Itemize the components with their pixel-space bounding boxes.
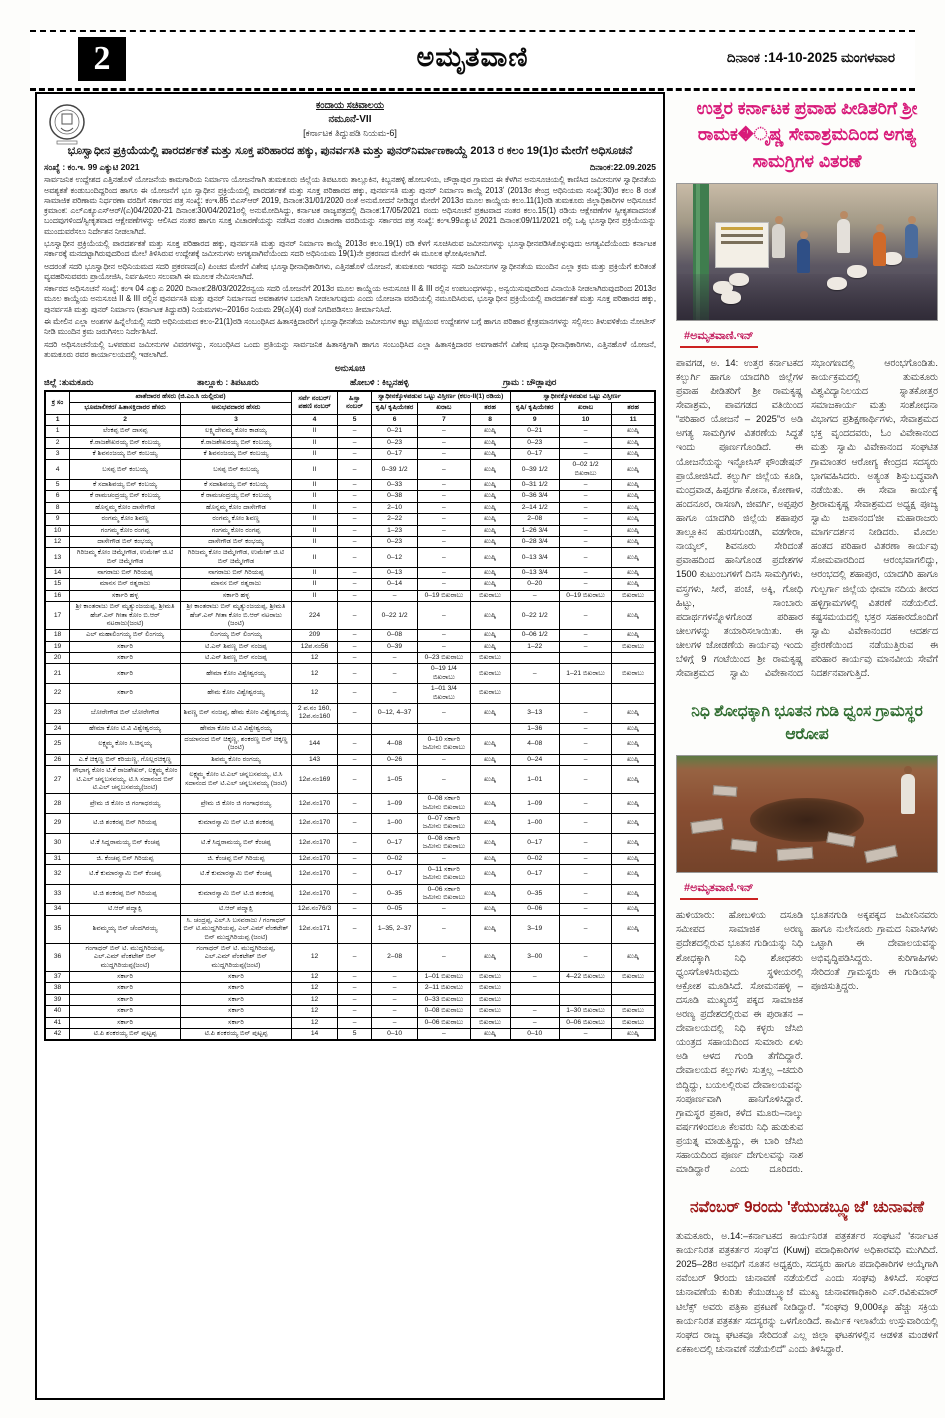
article1-headline: ಉತ್ತರ ಕರ್ನಾಟಕ ಪ್ರವಾಹ ಪೀಡಿತರಿಗೆ ಶ್ರೀ ರಾಮಕ�ೃಷ್ಣ ಸೇವಾಶ್ರಮದಿಂದ ಅಗತ್ಯ ಸಾಮಗ್ರಿಗಳ ವಿತರಣೆ bbox=[696, 98, 918, 171]
table-row: 33 ಟಿ.ಜಿ ಶಂಕರಪ್ಪ ಬಿನ್ ಗಿರಿಯಪ್ಪ ಕುಮಾರಸ್ವಾಮಿ ಬಿನ್ ಟಿ.ಜಿ ಶಂಕರಪ್ಪ 12ಪ.ನಂ170 – 0–35 0–06 ಸರ್ಕಾರಿ ಜಮೀನು ಬಿಖರಾಬು ಖುಷ್ಕಿ 0–35 – ಖುಷ್ಕಿ bbox=[45, 884, 655, 904]
table-row: 36 ಗಂಗಾಧರ್ ಬಿನ್ ಟಿ. ಮುದ್ದಗಿರಿಯಪ್ಪ, ಎಲ್.ಎಮ್ ವೆಂಕಟೇಶ್ ಬಿನ್ ಮುದ್ದಗಿರಿಯಪ್ಪ(ಜಂಟಿ) ಗಂಗಾಧರ್ ಬಿನ್ ಟಿ. ಮುದ್ದಗಿರಿಯಪ್ಪ, ಎಲ್.ಎಮ್ ವೆಂಕಟೇಶ್ ಬಿನ್ ಮುದ್ದಗಿರಿಯಪ್ಪ(ಜಂಟಿ) 12 – 2–08 – ಖುಷ್ಕಿ 3–00 – ಖುಷ್ಕಿ bbox=[45, 943, 655, 971]
col-survey: ಸರ್ವೆ ನಂಬರ್/ ಪಹಣಿ ನಂಬರ್ bbox=[291, 391, 337, 414]
table-row: 19 ಸರ್ಕಾರಿ ಟಿ.ಎನ್ ಶಿವಣ್ಣ ಬಿನ್ ನಂಜಪ್ಪ 12ಪ.ನಂ56 – 0–39 – ಖುಷ್ಕಿ 1–22 – ಬಿಖರಾಬು bbox=[45, 641, 655, 652]
land-schedule-table bbox=[44, 390, 656, 1041]
article1-photo-caption: #ಅಮೃತವಾಣಿ.ಇನ್ bbox=[680, 330, 758, 348]
table-row: 35 ಶಿವಮ್ಮಯ್ಯ ಬಿನ್ ಚೆಂದಗಿರಯ್ಯ ಸಿ. ಚಂದ್ರಪ್ಪ, ಎಲ್.ಸಿ ಬಸವರಾಜು / ಗಂಗಾಧರ್ ಬಿನ್ ಟಿ.ಮುದ್ದಗಿರಿಯಪ್ಪ, ಎಲ್.ಎಮ್ ವೆಂಕಟೇಶ್ ಬಿನ್ ಮುದ್ದಗಿರಿಯಪ್ಪ (ಜಂಟಿ) 12ಪ.ನಂ171 – 1–35, 2–37 – ಖುಷ್ಕಿ 3–19 – ಖುಷ್ಕಿ bbox=[45, 915, 655, 943]
col-extent-group2: ಸ್ವಾಧೀನಕ್ಕೊಳಪಡುವ ಒಟ್ಟು ವಿಸ್ತೀರ್ಣ bbox=[510, 391, 655, 403]
notification-number: ಸಂಖ್ಯೆ : ಕಂ.ಇ. 99 ಎಕ್ಯುಟಿ 2021 bbox=[44, 162, 140, 173]
table-row: 20 ಸರ್ಕಾರಿ ಟಿ.ಎನ್ ಶಿವಣ್ಣ ಬಿನ್ ನಂಜಪ್ಪ 12 – – 0–23 ಬಿಖರಾಬು ಬಿಖರಾಬು bbox=[45, 653, 655, 664]
table-row: 28 ಪ್ರೇಮ ಜಿ ಕೋಂ ಜಿ ಗಂಗಾಧರಯ್ಯ ಪ್ರೇಮ ಜಿ ಕೋಂ ಜಿ ಗಂಗಾಧರಯ್ಯ 12ಪ.ನಂ170 – 1–09 0–08 ಸರ್ಕಾರಿ ಜಮೀನು ಬಿಖರಾಬು ಖುಷ್ಕಿ 1–09 – ಖುಷ್ಕಿ bbox=[45, 794, 655, 814]
relief-distribution-photo bbox=[676, 183, 938, 321]
hobli-label: ಹೋಬಳಿ : ಕಿಬ್ಬನಹಳ್ಳಿ bbox=[350, 377, 409, 388]
table-row: 23 ಬೋರೇಗೌಡ ಬಿನ್ ಬೋರೇಗೌಡ ಶಿವಣ್ಣ ಬಿನ್ ನಂಜಪ್ಪ, ಹೇಮ ಕೋಂ ವಿಶ್ವೇಶ್ವರಯ್ಯ 2 ಪ.ನಂ 160, 12ಪ.ನಂ160 – 0–12, 4–37 – ಖುಷ್ಕಿ 3–13 – ಖುಷ್ಕಿ bbox=[45, 703, 655, 723]
karnataka-emblem-icon bbox=[47, 102, 87, 148]
col-kharab-2: ಖರಾಬ bbox=[559, 403, 611, 414]
table-row: 15 ಮಾನಸ ಬಿನ್ ರತ್ನರಾಜು ಮಾನಸ ಬಿನ್ ರತ್ನರಾಜು II – 0–14 – ಖುಷ್ಕಿ 0–20 – ಖುಷ್ಕಿ bbox=[45, 579, 655, 590]
table-row: 10 ಗಂಗಮ್ಮ ಕೋಂ ರಂಗಪ್ಪ ಗಂಗಮ್ಮ ಕೋಂ ರಂಗಪ್ಪ II – 1–23 – ಖುಷ್ಕಿ 1–26 3/4 – ಖುಷ್ಕಿ bbox=[45, 525, 655, 536]
table-row: 34 ಟಿ.ಆರ್ ಪದ್ಮಾಕ್ಷಿ ಟಿ.ಆರ್ ಪದ್ಮಾಕ್ಷಿ 12ಪ.ನಂ76/3 – 0–05 – ಖುಷ್ಕಿ 0–06 – ಖುಷ್ಕಿ bbox=[45, 904, 655, 915]
article2-headline: ನಿಧಿ ಶೋಧಕ್ಕಾಗಿ ಭೂತನ ಗುಡಿ ಧ್ವಂಸ ಗ್ರಾಮಸ್ಥರ ಆರೋಪ bbox=[691, 702, 923, 743]
article2-body: ಹುಳಿಯಾರು: ಹೋಬಳಿಯ ದಸೂಡಿ ಸಮೀಪದ ಸಾಮಾಜಿಕ ಅರಣ್ಯ ಪ್ರದೇಶದಲ್ಲಿರುವ ಭೂತನ ಗುಡಿಯನ್ನು ನಿಧಿ ಶೋಧಕ್ಕಾಗಿ ನಿಧಿ ಶೋಧಕರು ಧ್ವಂಸಗೊಳಿಸಿರುವುದು ಸ್ಥಳೀಯರಲ್ಲಿ ಆಕ್ರೋಶ ಮೂಡಿಸಿದೆ. ಸೋಮನಹಳ್ಳಿ – ದಸೂಡಿ ಮುಖ್ಯರಸ್ತೆ ಪಕ್ಕದ ಸಾಮಾಜಿಕ ಅರಣ್ಯ ಪ್ರದೇಶದಲ್ಲಿರುವ ಈ ಪುರಾತನ – ದೇವಾಲಯದಲ್ಲಿ ನಿಧಿ ಕಳ್ಳರು ಜೆಸಿಬಿ ಯಂತ್ರದ ಸಹಾಯದಿಂದ ಸುಮಾರು ಏಳು ಅಡಿ ಆಳದ ಗುಂಡಿ ತೆಗೆದಿದ್ದಾರೆ. ದೇವಾಲಯದ ಕಲ್ಲುಗಳು ಸುತ್ತಲ್ಲ –ಚದುರಿ ಬಿದ್ದಿದ್ದು, ಬಯಲಲ್ಲಿರುವ ದೇವಾಲಯವನ್ನು ಸಂಪೂರ್ಣವಾಗಿ ಹಾನಿಗೊಳಿಸಿದ್ದಾರೆ. ಗ್ರಾಮಸ್ಥರ ಪ್ರಕಾರ, ಕಳೆದ ಮೂರು–ನಾಲ್ಕು ವರ್ಷಗಳಿಂದಲೂ ಕೆಲವರು ನಿಧಿ ಹುಡುಕುವ ಪ್ರಯತ್ನ ಮಾಡುತ್ತಿದ್ದು, ಈ ಬಾರಿ ಜೆಸಿಬಿ ಸಹಾಯದಿಂದ ಪೂರ್ಣ ದೇಗುಲವನ್ನು ನಾಶ ಮಾಡಿದ್ದಾರೆ ಎಂದು ದೂರಿದರು. ಭೂತನಗುಡಿ ಅಕ್ಕಪಕ್ಕದ ಜಮೀನಿನವರು ಹಾಗೂ ನುಲೇನೂರು ಗ್ರಾಮದ ನಿವಾಸಿಗಳು ಒಟ್ಟಾಗಿ ಈ ದೇವಾಲಯವನ್ನು ಅಭಿವೃದ್ಧಿಪಡಿಸಿದ್ದರು. ಕುರಿಗಾಹಿಗಳು ಸೇರಿದಂತೆ ಗ್ರಾಮಸ್ಥರು ಈ ಗುಡಿಯನ್ನು ಪೂಜಿಸುತ್ತಿದ್ದರು. bbox=[676, 909, 938, 1175]
col-agri-2: ಕೃಷಿ/ ಕೃಷಿಯೇತರ bbox=[510, 403, 559, 414]
col-type-2: ತರಹ bbox=[612, 403, 655, 414]
col-number: 7 bbox=[418, 414, 470, 425]
article2-photo-caption-row bbox=[676, 878, 938, 900]
notification-paragraph: ಸರ್ಕಾರದ ಅಧಿಸೂಚನೆ ಸಂಖ್ಯೆ: ಕಂಇ 04 ಎಕ್ಯುಎ 2020 ದಿನಾಂಕ:28/03/2022ರನ್ವಯ ಸದರಿ ಯೋಜನೆಗೆ 2013ರ ಮೂಲ ಕಾಯ್ದೆಯ ಅನುಸೂಚಿ II & III ರಲ್ಲಿನ ಉಪಬಂಧಗಳನ್ನು, ಅನ್ವಯಿಸುವುದರಿಂದ ವಿನಾಯಿತಿ ನೀಡಲಾಗಿರುವುದರಿಂದ 2013ರ ಮೂಲ ಕಾಯ್ದೆಯ ಅನುಸೂಚಿ II & III ರಲ್ಲಿನ ಪುನರ್ವಸತಿ ಮತ್ತು ಪುನರ್ ನಿರ್ಮಾಣದ ಅವಕಾಶಗಳ ಬದಲಾಗಿ ನೀಡಲಾಗುವುದು ಎಂದು ಯೋಜನಾ ವರದಿಯಲ್ಲಿ ನಮೂದಿಸಿರುವ, ಭೂಸ್ವಾಧೀನ ಪ್ರಕ್ರಿಯೆಯಲ್ಲಿ ಪಾರದರ್ಶಕತೆ ಮತ್ತು ಸೂಕ್ತ ಪರಿಹಾರದ ಹಕ್ಕು, ಪುನರ್ವಸತಿ ಮತ್ತು ಪುನರ್ ನಿರ್ಮಾಣ (ಕರ್ನಾಟಕ ತಿದ್ದುಪಡಿ) ನಿಯಮಗಳು–2016ರ ನಿಯಮ 29(ಎ)(4) ರಂತೆ ನಿಗದಿಪಡಿಸಲು ತೀರ್ಮಾನಿಸಿದೆ. bbox=[44, 284, 656, 314]
table-row: 40 ಸರ್ಕಾರಿ ಸರ್ಕಾರಿ 12 – – 0–08 ಬಿಖರಾಬು ಬಿಖರಾಬು – 1–30 ಬಿಖರಾಬು ಬಿಖರಾಬು bbox=[45, 1006, 655, 1017]
table-row: 4 ಬಸಪ್ಪ ಬಿನ್ ಕಂಬಯ್ಯ ಬಸಪ್ಪ ಬಿನ್ ಕಂಬಯ್ಯ II – 0–39 1/2 – ಖುಷ್ಕಿ 0–39 1/2 0–02 1/2 ಬಿಖರಾಬು ಖುಷ್ಕಿ bbox=[45, 460, 655, 480]
photo-banner bbox=[715, 222, 769, 268]
col-number: 8 bbox=[470, 414, 510, 425]
rule-reference: [ಕರ್ನಾಟಕ ತಿದ್ದುಪಡಿ ನಿಯಮ-6] bbox=[303, 128, 397, 138]
table-row: 6 ಕೆ ರಾಮಚಂದ್ರಯ್ಯ ಬಿನ್ ಕಂಬಯ್ಯ ಕೆ ರಾಮಚಂದ್ರಯ್ಯ ಬಿನ್ ಕಂಬಯ್ಯ II – 0–38 – ಖುಷ್ಕಿ 0–36 3/4 – ಖುಷ್ಕಿ bbox=[45, 491, 655, 502]
table-row: 27 ಸೌಭಾಗ್ಯ ಕೋಂ ಟಿ.ಕೆ ರಾಜಶೇಖರ್, ಲಕ್ಷ್ಮಮ್ಮ ಕೋಂ ಟಿ.ಎಲ್ ಚನ್ನಬಸವಯ್ಯ, ಟಿ.ಸಿ ಸದಾನಂದ ಬಿನ್ ಟಿ.ಎಲ್ ಚನ್ನಬಸವಯ್ಯ(ಜಂಟಿ) ಲಕ್ಷ್ಮಮ್ಮ ಕೋಂ ಟಿ.ಎಲ್ ಚನ್ನಬಸವಯ್ಯ, ಟಿ.ಸಿ ಸದಾನಂದ ಬಿನ್ ಟಿ.ಎಲ್ ಚನ್ನಬಸವಯ್ಯ (ಜಂಟಿ) 12ಪ.ನಂ169 – 1–05 – ಖುಷ್ಕಿ 1–01 – ಖುಷ್ಕಿ bbox=[45, 766, 655, 794]
table-row: 2 ಕೆ.ರಾಜಶೇಖರಯ್ಯ ಬಿನ್ ಕಂಬಯ್ಯ ಕೆ.ರಾಜಶೇಖರಯ್ಯ ಬಿನ್ ಕಂಬಯ್ಯ II – 0–23 – ಖುಷ್ಕಿ 0–23 – ಖುಷ್ಕಿ bbox=[45, 437, 655, 448]
schedule-table-body bbox=[45, 426, 655, 1041]
table-row: 14 ನಾಗರಾಜು ಬಿನ್ ಗಿರಿಯಪ್ಪ ನಾಗರಾಜು ಬಿನ್ ಗಿರಿಯಪ್ಪ II – 0–13 – ಖುಷ್ಕಿ 0–13 3/4 – ಖುಷ್ಕಿ bbox=[45, 568, 655, 579]
table-row: 12 ದಾಸೇಗೌಡ ಬಿನ್ ಕಂಭಯ್ಯ ದಾಸೇಗೌಡ ಬಿನ್ ಕಂಭಯ್ಯ II – 0–23 – ಖುಷ್ಕಿ 0–28 3/4 – ಖುಷ್ಕಿ bbox=[45, 536, 655, 547]
col-number: 5 bbox=[338, 414, 372, 425]
table-row: 25 ಲಕ್ಷ್ಮಮ್ಮ ಕೋಂ ಸಿ.ಚಿನ್ನಯ್ಯ ದಯಾನಂದ ಬಿನ್ ಚಿಕ್ಕಣ್ಣ, ಶಂಕರಣ್ಣ ಬಿನ್ ಚಿಕ್ಕಣ್ಣ (ಜಂಟಿ) 144 – 4–08 0–10 ಸರ್ಕಾರಿ ಜಮೀನು ಬಿಖರಾಬು ಖುಷ್ಕಿ 4–08 – ಖುಷ್ಕಿ bbox=[45, 735, 655, 755]
schedule-heading: ಅನುಸೂಚಿ bbox=[334, 363, 366, 374]
col-number-row bbox=[45, 414, 655, 425]
table-row: 24 ಹೇಮಾ ಕೋಂ ಟಿ.ವಿ ವಿಶ್ವೇಶ್ವರಯ್ಯ ಹೇಮಾ ಕೋಂ ಟಿ.ವಿ ವಿಶ್ವೇಶ್ವರಯ್ಯ 1–36 – ಖುಷ್ಕಿ bbox=[45, 723, 655, 734]
masthead-bar bbox=[30, 30, 915, 91]
table-row: 16 ಸರ್ಕಾರಿ ಹಳ್ಳ ಸರ್ಕಾರಿ ಹಳ್ಳ II – – 0–19 ಬಿಖರಾಬು ಬಿಖರಾಬು – 0–19 ಬಿಖರಾಬು ಬಿಖರಾಬು bbox=[45, 590, 655, 601]
notification-paragraph: ಭೂಸ್ವಾಧೀನ ಪ್ರಕ್ರಿಯೆಯಲ್ಲಿ ಪಾರದರ್ಶಕತೆ ಮತ್ತು ಸೂಕ್ತ ಪರಿಹಾರದ ಹಕ್ಕು, ಪುನರ್ವಸತಿ ಮತ್ತು ಪುನರ್ ನಿರ್ಮಾಣ ಕಾಯ್ದೆ 2013ರ ಕಲಂ.19(1) ರಡಿ ಕೆಳಗೆ ಸೂಚಿಸಿರುವ ಜಮೀನುಗಳನ್ನು ಭೂಸ್ವಾಧೀನಪಡಿಸಿಕೊಳ್ಳುವುದು ಅಗತ್ಯವಿದೆಯೆಂದು ಕರ್ನಾಟಕ ಸರ್ಕಾರಕ್ಕೆ ಮನದಟ್ಟಾಗಿರುವುದರಿಂದ ಮೇಲೆ ತಿಳಿಸಿರುವ ಉದ್ದೇಶಕ್ಕೆ ಜಮೀನುಗಳು ಅಗತ್ಯವಾಗಿವೆಯೆಂದು ಸದರಿ ಅಧಿನಿಯಮ 19(1)ನೇ ಪ್ರಕರಣದ ಮೇರೆಗೆ ಈ ಮೂಲಕ ಘೋಷಿಸಲಾಗಿದೆ. bbox=[44, 238, 656, 259]
notification-title: ಭೂಸ್ವಾಧೀನ ಪ್ರಕ್ರಿಯೆಯಲ್ಲಿ ಪಾರದರ್ಶಕತೆ ಮತ್ತು ಸೂಕ್ತ ಪರಿಹಾರದ ಹಕ್ಕು, ಪುನರ್ವಸತಿ ಮತ್ತು ಪುನರ್‌ನಿರ್ಮಾಣಕಾಯ್ದೆ 2013 ರ ಕಲಂ 19(1)ರ ಮೇರೆಗೆ ಅಧಿಸೂಚನೆ bbox=[67, 145, 633, 157]
notification-box bbox=[35, 92, 665, 1400]
col-number: 6 bbox=[372, 414, 418, 425]
right-news-column bbox=[676, 95, 938, 1356]
table-row: 1 ಲೆಂಕಪ್ಪ ಬಿನ್ ದಾಸಪ್ಪ ಲಕ್ಷ್ಮಿದೇವಮ್ಮ ಕೋಂ ಕಾಡಯ್ಯ II – 0–21 – ಖುಷ್ಕಿ 0–21 – ಖುಷ್ಕಿ bbox=[45, 426, 655, 437]
table-header-row bbox=[45, 391, 655, 403]
page-number: 2 bbox=[78, 37, 126, 81]
date-line: ದಿನಾಂಕ :14-10-2025 ಮಂಗಳವಾರ bbox=[726, 50, 895, 65]
col-number: 9 bbox=[510, 414, 559, 425]
table-row: 17 ಶ್ರೀ ಕಾಂತರಾಜು ಬಿನ್ ಮೃತ್ಯುಂಜಯಪ್ಪ, ಶ್ರೀಮತಿ ಹೆಚ್.ಎನ್ ಗೀತಾ ಕೋಂ ಬಿ.ಆರ್ ನಟರಾಜು(ಜಂಟಿ) ಶ್ರೀ ಕಾಂತರಾಜು ಬಿನ್ ಮೃತ್ಯುಂಜಯಪ್ಪ, ಶ್ರೀಮತಿ ಹೆಚ್.ಎನ್ ಗೀತಾ ಕೋಂ ಬಿ.ಆರ್ ನಟರಾಜು (ಜಂಟಿ) 224 – 0–22 1/2 – ಖುಷ್ಕಿ 0–22 1/2 – ಖುಷ್ಕಿ bbox=[45, 602, 655, 630]
col-number: 2 bbox=[70, 414, 181, 425]
table-row: 26 ಎ.ಕೆ ಚಿಕ್ಕಣ್ಣ ಬಿನ್ ಕರಿಯಣ್ಣ, ಗೊಲ್ಲರಚಿಕ್ಕಣ್ಣ ಶಿವಮ್ಮ ಕೋಂ ರಂಗಯ್ಯ 143 – 0–26 – ಖುಷ್ಕಿ 0–24 – ಖುಷ್ಕಿ bbox=[45, 754, 655, 765]
col-hissa: ಹಿಸ್ಸಾ ನಂಬರ್ bbox=[338, 391, 372, 414]
table-row: 8 ಹೊನ್ನಮ್ಮ ಕೋಂ ದಾಸೇಗೌಡ ಹೊನ್ನಮ್ಮ ಕೋಂ ದಾಸೇಗೌಡ II – 2–10 – ಖುಷ್ಕಿ 2–14 1/2 – ಖುಷ್ಕಿ bbox=[45, 502, 655, 513]
col-number: 11 bbox=[612, 414, 655, 425]
photo-floor-tarp bbox=[677, 274, 937, 320]
district-label: ಜಿಲ್ಲೆ :ತುಮಕೂರು bbox=[44, 377, 94, 388]
col-sl: ಕ್ರ ಸಂ bbox=[45, 391, 70, 414]
table-row: 29 ಟಿ.ಜಿ ಶಂಕರಪ್ಪ ಬಿನ್ ಗಿರಿಯಪ್ಪ ಕುಮಾರಸ್ವಾಮಿ ಬಿನ್ ಟಿ.ಜಿ ಶಂಕರಪ್ಪ 12ಪ.ನಂ170 – 1–00 0–07 ಸರ್ಕಾರಿ ಜಮೀನು ಬಿಖರಾಬು ಖುಷ್ಕಿ 1–00 – ಖುಷ್ಕಿ bbox=[45, 814, 655, 834]
table-row: 9 ರಂಗಮ್ಮ ಕೋಂ ಶಿವಣ್ಣ ರಂಗಮ್ಮ ಕೋಂ ಶಿವಣ್ಣ II – 2–22 – ಖುಷ್ಕಿ 2–08 – ಖುಷ್ಕಿ bbox=[45, 514, 655, 525]
newspaper-title: ಅಮೃತವಾಣಿ bbox=[416, 42, 529, 72]
col-type-1: ತರಹ bbox=[470, 403, 510, 414]
photo-person bbox=[901, 774, 915, 814]
taluk-label: ತಾಲ್ಲೂಕು : ತಿಪಟೂರು bbox=[197, 377, 259, 388]
table-row: 5 ಕೆ ಸದಾಶಿವಯ್ಯ ಬಿನ್ ಕಂಬಯ್ಯ ಕೆ ಸದಾಶಿವಯ್ಯ ಬಿನ್ ಕಂಬಯ್ಯ II – 0–33 – ಖುಷ್ಕಿ 0–31 1/2 – ಖುಷ್ಕಿ bbox=[45, 480, 655, 491]
village-label: ಗ್ರಾಮ : ಚೌಡ್ಲಾಪುರ bbox=[503, 377, 557, 388]
table-row: 41 ಸರ್ಕಾರಿ ಸರ್ಕಾರಿ 12 – – 0–06 ಬಿಖರಾಬು ಬಿಖರಾಬು – 0–06 ಬಿಖರಾಬು ಬಿಖರಾಬು bbox=[45, 1017, 655, 1028]
ministry-heading: ಕಂದಾಯ ಸಚಿವಾಲಯ bbox=[316, 100, 384, 111]
col-kharab-1: ಖರಾಬ bbox=[418, 403, 470, 414]
notification-paragraph: ಸದರಿ ಅಧಿಸೂಚನೆಯಲ್ಲಿ ಒಳಪಡುವ ಜಮೀನುಗಳ ವಿವರಗಳನ್ನು, ಸಂಬಂಧಿಸಿದ ಒಂದು ಪ್ರತಿಯನ್ನು ಸಾರ್ವಜನಿಕ ಹಿತಾಸಕ್ತಿಗಾಗಿ ಹಾಗೂ ಸಂಬಂಧಿಸಿದ ಎಲ್ಲಾ ಹಿತಾಸಕ್ತಿದಾರರ ಅವಗಾಹನೆಗೆ ವಿಶೇಷ ಭೂಸ್ವಾಧೀನಾಧಿಕಾರಿಗಳು, ಎತ್ತಿನಹೊಳೆ ಯೋಜನೆ, ತುಮಕೂರು ರವರ ಕಾರ್ಯಾಲಯದಲ್ಲಿ ಇಡಲಾಗಿದೆ. bbox=[44, 339, 656, 359]
col-agri-1: ಕೃಷಿ/ ಕೃಷಿಯೇತರ bbox=[372, 403, 418, 414]
col-number: 4 bbox=[291, 414, 337, 425]
table-row: 31 ಜಿ. ಕೆಂಚಪ್ಪ ಬಿನ್ ಗಿರಿಯಪ್ಪ ಜಿ. ಕೆಂಚಪ್ಪ ಬಿನ್ ಗಿರಿಯಪ್ಪ 12ಪ.ನಂ170 – 0–02 – ಖುಷ್ಕಿ 0–02 – ಖುಷ್ಕಿ bbox=[45, 853, 655, 864]
article2-photo-caption: #ಅಮೃತವಾಣಿ.ಇನ್ bbox=[680, 882, 758, 900]
table-row: 18 ಎಲ್ ಮಹಾಲಿಂಗಯ್ಯ ಬಿನ್ ಲಿಂಗಯ್ಯ ಲಿಂಗಯ್ಯ ಬಿನ್ ಲಿಂಗಯ್ಯ 209 – 0–08 – ಖುಷ್ಕಿ 0–06 1/2 – ಖುಷ್ಕಿ bbox=[45, 630, 655, 641]
table-row: 39 ಸರ್ಕಾರಿ ಸರ್ಕಾರಿ 12 – – 0–33 ಬಿಖರಾಬು ಬಿಖರಾಬು bbox=[45, 994, 655, 1005]
table-row: 37 ಸರ್ಕಾರಿ ಸರ್ಕಾರಿ 12 – – 1–01 ಬಿಖರಾಬು ಬಿಖರಾಬು – 4–22 ಬಿಖರಾಬು ಬಿಖರಾಬು bbox=[45, 972, 655, 983]
schedule-location-line bbox=[44, 377, 656, 388]
notification-paragraph: ಸಾರ್ವಜನಿಕ ಉದ್ದೇಶದ ಎತ್ತಿನಹೊಳೆ ಯೋಜನೆಯ ಕಾಮಗಾರಿಯ ನಿರ್ಮಾಣ ಯೋಜನೆಗಾಗಿ ತುಮಕೂರು ಜಿಲ್ಲೆಯ ತಿಪಟೂರು ತಾಲ್ಲೂಕಿನ, ಕಿಬ್ಬನಹಳ್ಳಿ ಹೋಬಳಿಯ, ಚೌಡ್ಲಾಪುರ ಗ್ರಾಮದ ಈ ಕೆಳಗಿನ ಅನುಸೂಚಿಯಲ್ಲಿ ಕಾಣಿಸಿದ ಜಮೀನುಗಳ ಸ್ವಾಧೀನತೆಯ ಅವಶ್ಯಕತೆ ಕಂಡುಬಂದಿದ್ದರಿಂದ ಹಾಗೂ ಈ ಯೋಜನೆಗೆ ಭೂ ಸ್ವಾಧೀನ ಪ್ರಕ್ರಿಯೆಯಲ್ಲಿ ಪಾರದರ್ಶಕತೆ ಮತ್ತು ಸೂಕ್ತ ಪರಿಹಾರದ ಹಕ್ಕು, ಪುನರ್ವಸತಿ ಮತ್ತು ಪುನರ್ ನಿರ್ಮಾಣ ಕಾಯ್ದೆ 2013ʼ (2013ರ ಕೇಂದ್ರ ಅಧಿನಿಯಮ ಸಂಖ್ಯೆ:30)ರ ಕಲಂ 8 ರಂತೆ ಸಾಮಾಜಿಕ ಪರಿಣಾಮ ನಿರ್ಧರಣಾ ವರದಿಗೆ ಸರ್ಕಾರದ ಪತ್ರ ಸಂಖ್ಯೆ: ಕಂಇ.85 ಬಿಎಸ್‌ಆರ್ 2019, ದಿನಾಂಕ:31/01/2020 ರಂತೆ ಅನುಮೋದನೆ ನೀಡಿದ್ದರ ಮೇರೆಗೆ 2013ರ ಮೂಲ ಕಾಯ್ದೆಯ ಕಲಂ.11(1)ರಡಿ ತುಮಕೂರು ಜಿಲ್ಲಾಧಿಕಾರಿಗಳ ಅಧಿಸೂಚನೆ ಕ್ರಮಾಂಕ: ಎಲ್‌ಎಕ್ಯೂಎಸ್‌ಆರ್/(ಎ)04/2020-21 ದಿನಾಂಕ:30/04/2021ರಲ್ಲಿ ಅನುಮೋದಿಸಿದ್ದು, ಕರ್ನಾಟಕ ರಾಜ್ಯಪತ್ರದಲ್ಲಿ ದಿನಾಂಕ:17/05/2021 ರಂದು ಅಧಿಸೂಚನೆ ಪ್ರಕಟವಾದ ನಂತರ ಕಲಂ.15(1) ರಡಿಯ ಆಕ್ಷೇಪಣೆಗಳ ಸ್ವೀಕೃತವಾದನಂತೆ ಬಂದವುಗಳಿಂದ/ಸ್ವೀಕೃತವಾದ ಆಕ್ಷೇಪಣೆಗಳನ್ನು ಆಲಿಸಿದ ನಂತರ ಹಾಗೂ ಸೂಕ್ತ ವಿಚಾರಣೆಯನ್ನು ನಡೆಸಿದ ನಂತರ ವಿಚಾರಣಾ ವರದಿಯನ್ನು ಸರ್ಕಾರದ ಪತ್ರ ಸಂಖ್ಯೆ: ಕಂಇ.99ಎಕ್ಯುಟಿ 2021 ದಿನಾಂಕ:09/11/2021 ರಲ್ಲಿ ಒಪ್ಪಿ ಭೂಸ್ವಾಧೀನ ಪ್ರಕ್ರಿಯೆಯನ್ನು ಮುಂದುವರೆಸಲು ನಿರ್ದೇಶನ ನೀಡಲಾಗಿದೆ. bbox=[44, 175, 656, 236]
demolished-temple-photo bbox=[676, 755, 938, 873]
notification-paragraph: ಈ ಮೇಲಿನ ಎಲ್ಲಾ ಅಂಶಗಳ ಹಿನ್ನೆಲೆಯಲ್ಲಿ ಸದರಿ ಅಧಿನಿಯಮದ ಕಲಂ-21(1)ರಡಿ ಸಂಬಂಧಿಸಿದ ಹಿತಾಸಕ್ತಿದಾರರಿಗೆ ಭೂಸ್ವಾಧೀನತೆಯ ಜಮೀನುಗಳ ಕಟ್ಟು ಪಟ್ಟಿಯುವ ಉದ್ದೇಶಗಳ ಬಗ್ಗೆ ಹಾಗೂ ಪರಿಹಾರ ಕ್ಷೇತ್ರಮಾನಗಳನ್ನು ಸಲ್ಲಿಸಲು ತಿಳುವಳಿಕೆಯ ನೋಟೀಸ್ ನೀಡಿ ಮುಂದಿನ ಕ್ರಮ ಜರುಗಿಸಲು ನಿರ್ದೇಶಿಸಿದೆ. bbox=[44, 316, 656, 337]
table-row: 21 ಸರ್ಕಾರಿ ಹೇಮಾ ಕೋಂ ವಿಶ್ವೇಶ್ವರಯ್ಯ 12 – – 0–19 1/4 ಬಿಖರಾಬು ಬಿಖರಾಬು – 1–21 ಬಿಖರಾಬು ಬಿಖರಾಬು bbox=[45, 664, 655, 684]
table-row: 32 ಟಿ.ಕೆ ಕುಮಾರಸ್ವಾಮಿ ಬಿನ್ ಕೆಂಚಪ್ಪ ಟಿ.ಕೆ ಕುಮಾರಸ್ವಾಮಿ ಬಿನ್ ಕೆಂಚಪ್ಪ 12ಪ.ನಂ170 – 0–17 0–11 ಸರ್ಕಾರಿ ಜಮೀನು ಬಿಖರಾಬು ಖುಷ್ಕಿ 0–17 – ಖುಷ್ಕಿ bbox=[45, 864, 655, 884]
table-row: 30 ಟಿ.ಕೆ ಸಿದ್ದರಾಮಯ್ಯ ಬಿನ್ ಕೆಂಚಪ್ಪ ಟಿ.ಕೆ ಸಿದ್ದರಾಮಯ್ಯ ಬಿನ್ ಕೆಂಚಪ್ಪ 12ಪ.ನಂ170 – 0–17 0–08 ಸರ್ಕಾರಿ ಜಮೀನು ಬಿಖರಾಬು ಖುಷ್ಕಿ 0–17 – ಖುಷ್ಕಿ bbox=[45, 833, 655, 853]
table-row: 13 ಗಿರಿಜಮ್ಮ ಕೋಂ ಚಿಮ್ಮೇಗೌಡ, ಉಮೇಶ್ ಜಿ.ಟಿ ಬಿನ್ ಚಿಮ್ಮೇಗೌಡ ಗಿರಿಜಮ್ಮ ಕೋಂ ಚಿಮ್ಮೇಗೌಡ, ಉಮೇಶ್ ಜಿ.ಟಿ ಬಿನ್ ಚಿಮ್ಮೇಗೌಡ II – 0–12 – ಖುಷ್ಕಿ 0–13 3/4 – ಖುಷ್ಕಿ bbox=[45, 548, 655, 568]
article3-headline: ನವೆಂಬರ್ 9ರಂದು 'ಕೆಯುಡಬ್ಲ್ಯೂಜೆ' ಚುನಾವಣೆ bbox=[689, 1199, 925, 1217]
notification-paragraph: ಅದರಂತೆ ಸದರಿ ಭೂಸ್ವಾಧೀನ ಅಧಿನಿಯಮದ ಸದರಿ ಪ್ರಕರಣದ(ಎ) ಪಿಂಚದ ಮೇರೆಗೆ ವಿಶೇಷ ಭೂಸ್ವಾಧೀನಾಧಿಕಾರಿಗಳು, ಎತ್ತಿನಹೊಳೆ ಯೋಜನೆ, ತುಮಕೂರು ಇವರನ್ನು ಸದರಿ ಜಮೀನುಗಳ ಸ್ವಾಧೀನತೆಯ ಮುಂದಿನ ಎಲ್ಲಾ ಕ್ರಮ ಮತ್ತು ಪ್ರಕ್ರಿಯೆಗೆ ಕುರಿತಂತೆ ವ್ಯವಹರಿಸುವವರು ಪ್ರಾಯೋಜಿಸಿ, ನಿರ್ವಹಿಸಲು ಸಲುವಾಗಿ ಈ ಮೂಲಕ ನೇಮಿಸಲಾಗಿದೆ. bbox=[44, 261, 656, 281]
notification-date: ದಿನಾಂಕ:22.09.2025 bbox=[589, 162, 656, 173]
article1-body: ಪಾವಗಡ, ಅ. 14: ಉತ್ತರ ಕರ್ನಾಟಕದ ಕಲ್ಬುರ್ಗಿ ಹಾಗೂ ಯಾದಗಿರಿ ಜಿಲ್ಲೆಗಳ ಪ್ರವಾಹ ಪೀಡಿತರಿಗೆ ಶ್ರೀ ರಾಮಕೃಷ್ಣ ಸೇವಾಶ್ರಮ, ಪಾವಗಡದ ವತಿಯಿಂದ “ಪರಿಹಾರ ಯೋಜನೆ – 2025”ರ ಅಡಿ ಅಗತ್ಯ ಸಾಮಗ್ರಿಗಳ ವಿತರಣೆಯ ಸಿದ್ಧತೆ ಇಂದು ಪೂರ್ಣಗೊಂಡಿದೆ. ಈ ಯೋಜನೆಯನ್ನು ಇನ್ಫೋಸಿಸ್ ಫೌಂಡೇಷನ್ ಪ್ರಾಯೋಜಿಸಿದೆ. ಕಲ್ಬುರ್ಗಿ ಜಿಲ್ಲೆಯ ಕೂಡಿ, ಮಂದ್ರವಾಡ, ಹಿಪ್ಪರಗಾ ಕೋನಾ, ಕೋಣಾಳ, ಹಂದನೂರ, ರಾಸಣಗಿ, ಜೀವರ್ಗಿ, ಅಪ್ಪಪುರ ಹಾಗೂ ಯಾದಗಿರಿ ಜಿಲ್ಲೆಯ ಶಹಾಪುರ ತಾಲ್ಲೂಕಿನ ಹುರಸಗುಂಡಗಿ, ವಡಗೇರಾ, ನಾಯ್ಕಲ್, ಶಿವನೂರು ಸೇರಿದಂತೆ ಪ್ರವಾಹದಿಂದ ಹಾನಿಗೊಂಡ ಪ್ರದೇಶಗಳ 1500 ಕುಟುಂಬಗಳಿಗೆ ದಿನಸಿ ಸಾಮಗ್ರಿಗಳು, ವಸ್ತ್ರಗಳು, ಸೀರೆ, ಪಂಚೆ, ಅಕ್ಕಿ, ಗೋಧಿ ಹಿಟ್ಟು, ಸಾಂಬಾರು ಪದಾರ್ಥಗಳನ್ನೊಳಗೊಂಡ ಪರಿಹಾರ ಚೀಲಗಳನ್ನು ತಯಾರಿಸಲಾಯಿತು. ಈ ಚೀಲಗಳ ಜೋಡಣೆಯ ಕಾರ್ಯವು ಇಂದು ಬೆಳಿಗ್ಗೆ 9 ಗಂಟೆಯಿಂದ ಶ್ರೀ ರಾಮಕೃಷ್ಣ ಸೇವಾಶ್ರಮದ ಸ್ವಾಮಿ ವಿವೇಕಾನಂದ ಸಭಾಂಗಣದಲ್ಲಿ ಆರಂಭಗೊಂಡಿತು. ಕಾರ್ಯಕ್ರಮದಲ್ಲಿ ತುಮಕೂರು ವಿಶ್ವವಿದ್ಯಾನಿಲಯದ ಸ್ನಾತಕೋತ್ತರ ಸಮಾಜಕಾರ್ಯ ಮತ್ತು ಸಂಶೋಧನಾ ವಿಭಾಗದ ಪ್ರಶಿಕ್ಷಣಾರ್ಥಿಗಳು, ಸೇವಾಶ್ರಮದ ಭಕ್ತ ವೃಂದದವರು, ಓಂ ವಿವೇಕಾನಂದ ಮತ್ತು ಸ್ವಾಮಿ ವಿವೇಕಾನಂದ ಸಂಘಟಿತ ಗ್ರಾಮಾಂತರ ಆರೋಗ್ಯ ಕೇಂದ್ರದ ಸದಸ್ಯರು ಭಾಗವಹಿಸಿದರು. ಅತ್ಯಂತ ಶಿಸ್ತುಬದ್ಧವಾಗಿ ನಡೆಯಿತು. ಈ ಸೇವಾ ಕಾರ್ಯಕ್ಕೆ ಶ್ರೀರಾಮಕೃಷ್ಣ ಸೇವಾಶ್ರಮದ ಅಧ್ಯಕ್ಷ ಪೂಜ್ಯ ಸ್ವಾಮಿ ಜಪಾನಂದ'ಜೀ ಮಹಾರಾಜರು ಮಾರ್ಗದರ್ಶನ ನೀಡಿದರು. ಮೊದಲ ಹಂತದ ಪರಿಹಾರ ವಿತರಣಾ ಕಾರ್ಯವು ಸೋಮವಾರದಿಂದ ಆರಂಭವಾಗಲಿದ್ದು, ಆರಂಭದಲ್ಲಿ ಶಹಾಪುರ, ಯಾದಗಿರಿ ಹಾಗೂ ಗುಲ್ಬರ್ಗಾ ಜಿಲ್ಲೆಯ ಭೀಮಾ ನದಿಯ ತೀರದ ಹಳ್ಳಿಗ್ರಾಮಗಳಲ್ಲಿ ವಿತರಣೆ ನಡೆಯಲಿದೆ. ಕಷ್ಟಸಮಯದಲ್ಲಿ ಭಕ್ತರ ಸಹಕಾರದೊಂದಿಗೆ ಸ್ವಾಮಿ ವಿವೇಕಾನಂದರ ಆದರ್ಶದ ಪ್ರೇರಣೆಯಿಂದ ನಡೆಯುತ್ತಿರುವ ಈ ಪರಿಹಾರ ಕಾರ್ಯವು ಮಾನವೀಯ ಸೇವೆಗೆ ನಿದರ್ಶನವಾಗುತ್ತಿದೆ. bbox=[676, 356, 938, 679]
table-row: 38 ಸರ್ಕಾರಿ ಸರ್ಕಾರಿ 12 – – 2–11 ಬಿಖರಾಬು ಬಿಖರಾಬು bbox=[45, 983, 655, 994]
col-extent-group1: ಸ್ವಾಧೀನಕ್ಕೊಳಪಡುವ ಒಟ್ಟು ವಿಸ್ತೀರ್ಣ (ಕಲಂ-II(1) ರಡಿಯ) bbox=[372, 391, 511, 403]
table-row: 3 ಕೆ ಶಿವನಂಜಯ್ಯ ಬಿನ್ ಕಂಬಯ್ಯ ಕೆ ಶಿವನಂಜಯ್ಯ ಬಿನ್ ಕಂಬಯ್ಯ II – 0–17 – ಖುಷ್ಕಿ 0–17 – ಖುಷ್ಕಿ bbox=[45, 448, 655, 459]
col-name-group: ಖಾತೆದಾರರ ಹೆಸರು (ಜಿ.ಎಂ.ಸಿ ಯಲ್ಲಿರುವ) bbox=[70, 391, 292, 403]
col-tenant: ಅನುಭವದಾರರ ಹೆಸರು bbox=[181, 403, 292, 414]
article1-photo-caption-row bbox=[676, 326, 938, 348]
notification-paragraphs bbox=[44, 175, 656, 360]
col-number: 3 bbox=[181, 414, 292, 425]
col-number: 10 bbox=[559, 414, 611, 425]
table-row: 42 ಟಿ.ಪಿ ಶಂಕರಯ್ಯ ಬಿನ್ ಪುಟ್ಟಪ್ಪ ಟಿ.ಪಿ ಶಂಕರಯ್ಯ ಬಿನ್ ಪುಟ್ಟಪ್ಪ 14 5 0–10 – ಖುಷ್ಕಿ 0–10 – ಖುಷ್ಕಿ bbox=[45, 1028, 655, 1040]
col-owner: ಭೂಮಾಲೀಕರ/ ಹಿತಾಸಕ್ತಿದಾರರ ಹೆಸರು bbox=[70, 403, 181, 414]
form-number: ನಮೂನೆ-VII bbox=[328, 114, 372, 125]
table-row: 22 ಸರ್ಕಾರಿ ಹೇಮ ಕೋಂ ವಿಶ್ವೇಶ್ವರಯ್ಯ 12 – – 1–01 3/4 ಬಿಖರಾಬು ಬಿಖರಾಬು bbox=[45, 684, 655, 704]
col-number: 1 bbox=[45, 414, 70, 425]
article3-body: ತುಮಕೂರು, ಅ.14:–ಕರ್ನಾಟಕದ ಕಾರ್ಯನಿರತ ಪತ್ರಕರ್ತರ ಸಂಘಟನೆ 'ಕರ್ನಾಟಕ ಕಾರ್ಯನಿರತ ಪತ್ರಕರ್ತರ ಸಂಘ'ದ (Kuwj) ಪದಾಧಿಕಾರಿಗಳ ಅಧಿಕಾರವಧಿ ಮುಗಿದಿದೆ. 2025–28ರ ಅವಧಿಗೆ ನೂತನ ಅಧ್ಯಕ್ಷರು, ಸದಸ್ಯರು ಹಾಗೂ ಪದಾಧಿಕಾರಿಗಳ ಆಯ್ಕೆಗಾಗಿ ನವೆಂಬರ್ 9ರಂದು ಚುನಾವಣೆ ನಡೆಯಲಿದೆ ಎಂದು ಸಂಘವು ತಿಳಿಸಿದೆ. ಸಂಘದ ಚುನಾವಣೆಯ ಕುರಿತು ಕೆಯುಡಬ್ಲ್ಯೂಜೆ ಮುಖ್ಯ ಚುನಾವಣಾಧಿಕಾರಿ ಎನ್.ರವಿಕುಮಾರ್ ಟಿಲೆಕ್ಸ್ ಅವರು ಪತ್ರಿಕಾ ಪ್ರಕಟಣೆ ನೀಡಿದ್ದಾರೆ. “ಸಂಘವು 9,000ಕ್ಕೂ ಹೆಚ್ಚು ಸಕ್ರಿಯ ಕಾರ್ಯನಿರತ ಪತ್ರಕರ್ತ ಸದಸ್ಯರನ್ನು ಒಳಗೊಂಡಿದೆ. ಕಾರ್ಮಿಕ ಇಲಾಖೆಯ ಉಸ್ತುವಾರಿಯಲ್ಲಿ ಸಂಘದ ರಾಜ್ಯ ಘಟಕವೂ ಸೇರಿದಂತೆ ಎಲ್ಲ ಜಿಲ್ಲಾ ಘಟಕಗಳಲ್ಲಿನ ಆಡಳಿತ ಮಂಡಳಿಗೆ ಏಕಕಾಲದಲ್ಲಿ ಚುನಾವಣೆ ನಡೆಯಲಿದೆ” ಎಂದು ತಿಳಿಸಿದ್ದಾರೆ. bbox=[676, 1230, 938, 1354]
